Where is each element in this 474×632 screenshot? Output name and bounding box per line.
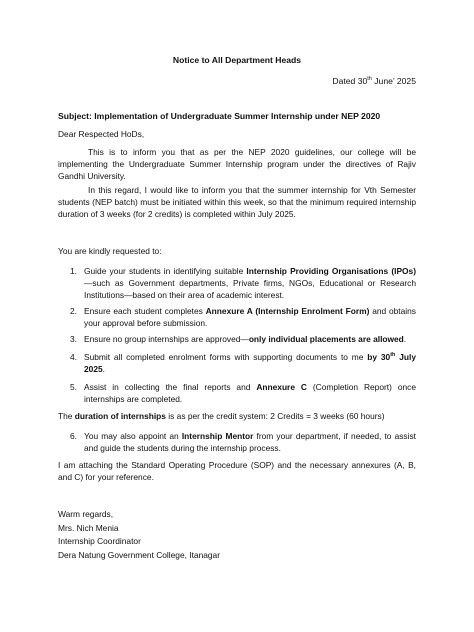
item-bold: Annexure A (Internship Enrolment Form) — [205, 306, 370, 316]
list-item — [58, 305, 416, 329]
item-text: and obtains your approval before submission. — [84, 306, 416, 329]
item-bold: only individual placements are allowed — [248, 334, 404, 344]
salutation: Dear Respected HoDs, — [58, 129, 145, 139]
item-text: Ensure each student completes — [84, 306, 206, 316]
item-number: 1. — [70, 266, 77, 276]
item-bold-part: July 2025 — [84, 352, 417, 375]
signer-role: Internship Coordinator — [58, 536, 141, 546]
item-bold-part: by 30 — [367, 352, 391, 362]
item-text: Assist in collecting the final reports and — [84, 382, 257, 392]
date-suffix: June’ 2025 — [371, 76, 416, 86]
list-item — [58, 351, 416, 375]
duration-text: The — [58, 411, 75, 421]
duration-text: is as per the credit system: 2 Credits = 3 weeks (60 hours) — [165, 411, 385, 421]
item-text: from your department, if needed, to assist and guide the students during the internship process. — [84, 431, 416, 454]
list-item — [58, 265, 416, 302]
item-text: Guide your students in identifying suitable — [84, 266, 247, 276]
attachment-note: I am attaching the Standard Operating Procedure (SOP) and the necessary annexures (A, B, and C) for your reference. — [58, 460, 416, 483]
list-item — [58, 430, 416, 454]
paragraph-intro: This is to inform you that as per the NEP 2020 guidelines, our college will be implementing the Undergraduate Summer Internship program under the directives of Rajiv Gandhi University. — [58, 147, 416, 182]
item-text: You may also appoint an — [84, 431, 182, 441]
item-text: (Completion Report) once internships are completed. — [84, 382, 416, 405]
item-text: Ensure no group internships are approved— — [84, 334, 249, 344]
item-number: 5. — [70, 382, 77, 392]
date-sup: th — [367, 76, 372, 83]
item-number: 3. — [70, 334, 77, 344]
duration-bold: duration of internships — [74, 411, 166, 421]
signoff-line: Warm regards, — [58, 509, 114, 519]
signer-institution: Dera Natung Government College, Itanagar — [58, 549, 221, 560]
subject-line: Subject: Implementation of Undergraduate Summer Internship under NEP 2020 — [58, 111, 381, 121]
item-number: 6. — [70, 431, 77, 441]
item-number: 2. — [70, 306, 77, 316]
notice-title: Notice to All Department Heads — [172, 55, 302, 65]
paragraph-regard: In this regard, I would like to inform you that the summer internship for Vth Semester students (NEP batch) must be initiated within this week, so that the minimum required internship duration of 3 weeks (for 2 credits) is completed within July 2025. — [58, 185, 416, 220]
list-item — [58, 381, 416, 405]
signature-block — [58, 508, 220, 562]
list-item — [58, 333, 416, 345]
request-intro: You are kindly requested to: — [58, 246, 162, 256]
item-number: 4. — [70, 352, 77, 362]
item-text: Submit all completed enrolment forms with supporting documents to me — [84, 352, 368, 362]
signer-name: Mrs. Nich Menia — [58, 522, 119, 533]
item-bold-sup: th — [390, 352, 396, 359]
date-prefix: Dated 30 — [332, 76, 368, 86]
item-bold: Internship Providing Organisations (IPOs) — [246, 266, 417, 276]
notice-date — [332, 75, 416, 87]
duration-note — [58, 410, 385, 422]
item-text: . — [102, 364, 105, 375]
item-text: —such as Government departments, Private firms, NGOs, Educational or Research Institutions—based on their area of academic interest. — [84, 278, 416, 301]
item-bold: Internship Mentor — [181, 431, 254, 441]
item-bold: Annexure C — [256, 382, 307, 392]
item-text: . — [403, 334, 407, 344]
